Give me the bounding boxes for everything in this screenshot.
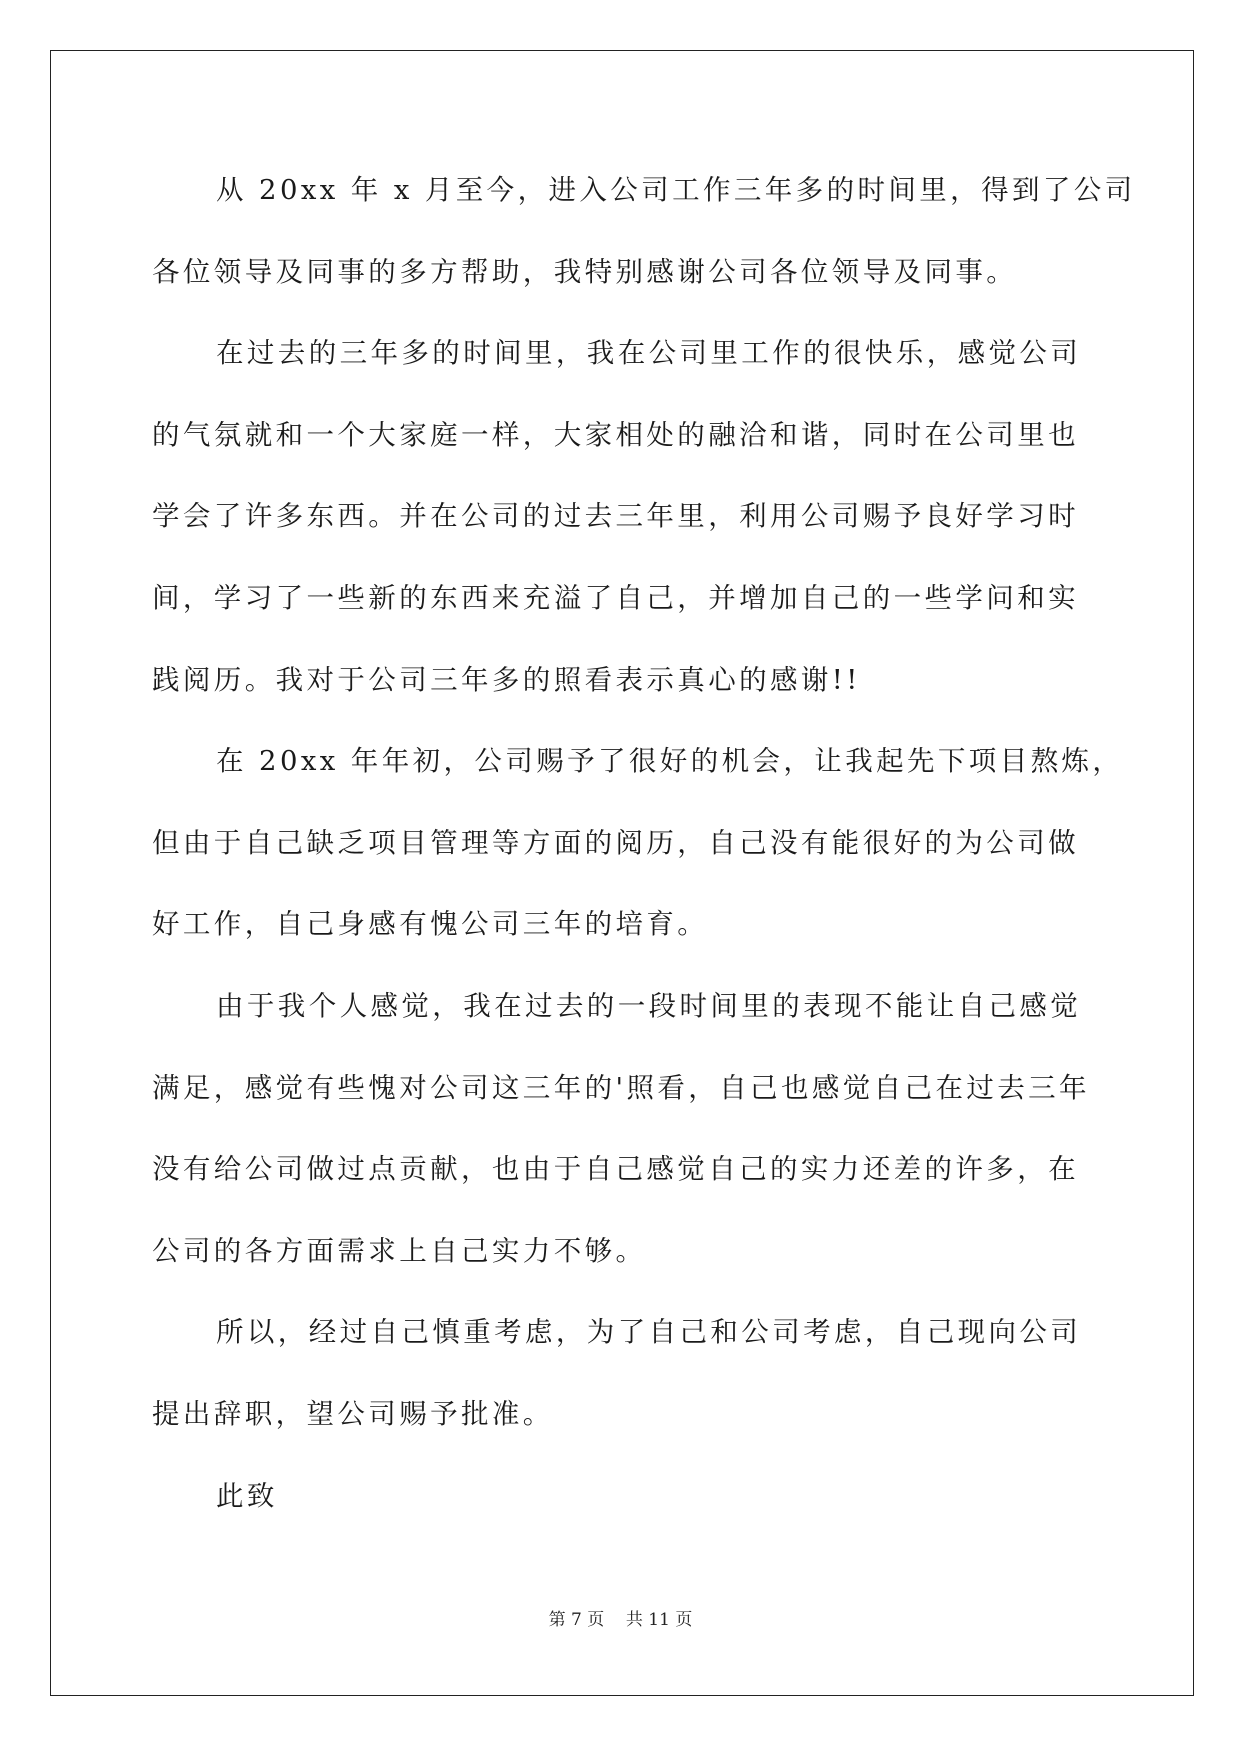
text-line: 学会了许多东西。并在公司的过去三年里，利用公司赐予良好学习时 <box>152 500 1079 533</box>
text-line: 提出辞职，望公司赐予批准。 <box>152 1397 554 1430</box>
document-body <box>152 163 1136 1550</box>
text-line: 践阅历。我对于公司三年多的照看表示真心的感谢!! <box>152 663 861 696</box>
text-line: 从 20xx 年 x 月至今，进入公司工作三年多的时间里，得到了公司 <box>216 174 1136 206</box>
text-line: 在 20xx 年年初，公司赐予了很好的机会，让我起先下项目熬炼， <box>216 745 1124 778</box>
text-line: 在过去的三年多的时间里，我在公司里工作的很快乐，感觉公司 <box>216 337 1082 370</box>
text-line: 好工作，自己身感有愧公司三年的培育。 <box>152 908 709 941</box>
text-line: 各位领导及同事的多方帮助，我特别感谢公司各位领导及同事。 <box>152 255 1018 288</box>
text-line: 但由于自己缺乏项目管理等方面的阅历，自己没有能很好的为公司做 <box>152 826 1079 859</box>
text-line: 满足，感觉有些愧对公司这三年的'照看，自己也感觉自己在过去三年 <box>152 1071 1090 1104</box>
closing-line: 此致 <box>216 1479 278 1512</box>
text-line: 间，学习了一些新的东西来充溢了自己，并增加自己的一些学问和实 <box>152 581 1079 614</box>
text-line: 的气氛就和一个大家庭一样，大家相处的融洽和谐，同时在公司里也 <box>152 418 1079 451</box>
text-line: 由于我个人感觉，我在过去的一段时间里的表现不能让自己感觉 <box>216 989 1082 1022</box>
text-line: 所以，经过自己慎重考虑，为了自己和公司考虑，自己现向公司 <box>216 1316 1082 1349</box>
page-number-footer: 第 7 页 共 11 页 <box>548 1610 693 1630</box>
text-line: 公司的各方面需求上自己实力不够。 <box>152 1234 647 1267</box>
text-line: 没有给公司做过点贡献，也由于自己感觉自己的实力还差的许多，在 <box>152 1153 1079 1186</box>
